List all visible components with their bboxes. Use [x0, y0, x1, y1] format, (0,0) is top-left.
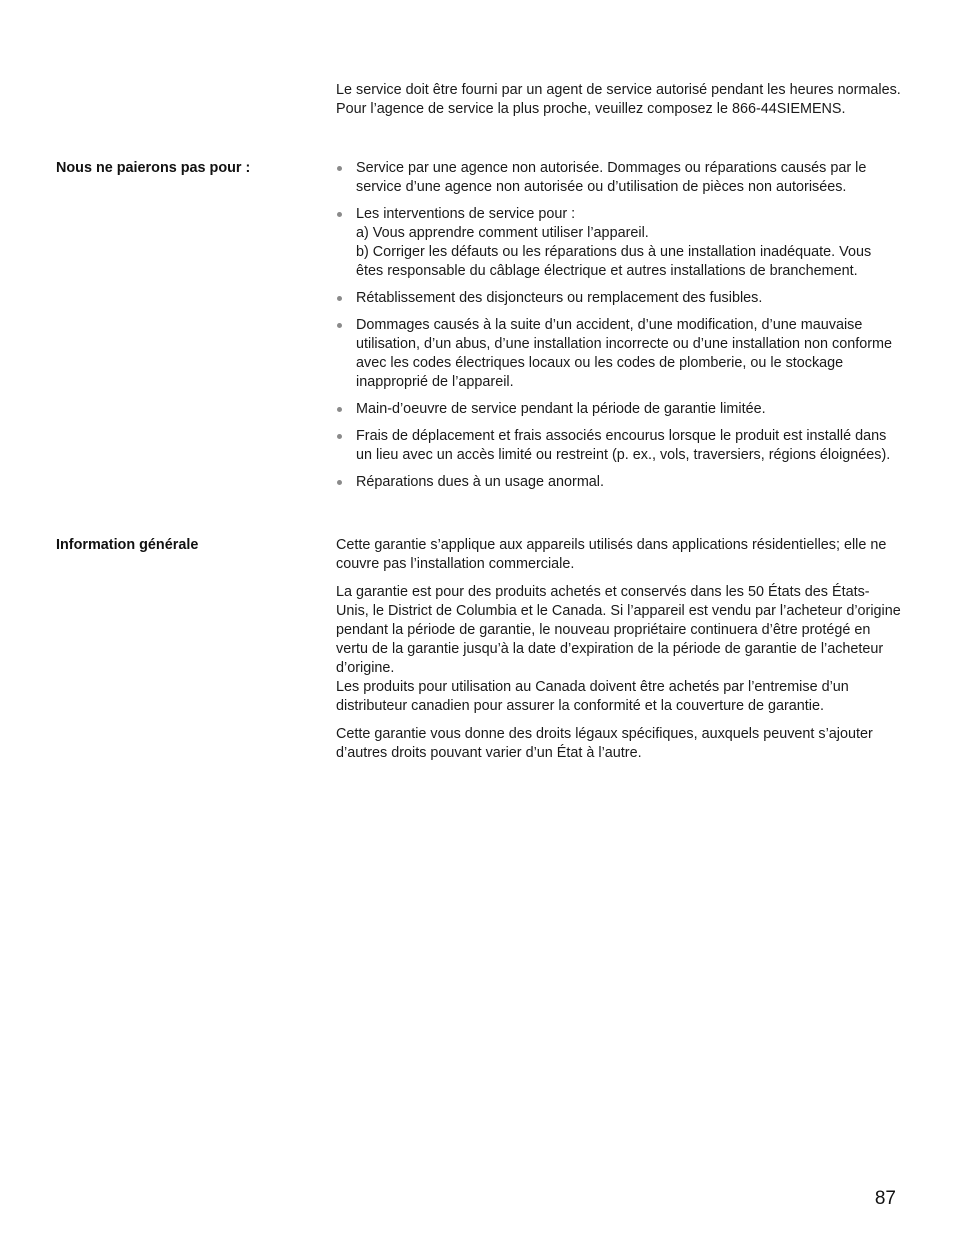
list-item-text: Service par une agence non autorisée. Dommages ou réparations causés par le service d’une agence non autorisée ou d’utilisation de pièces non autorisées. — [356, 160, 867, 195]
bullet-icon — [337, 480, 342, 485]
list-item-text: Rétablissement des disjoncteurs ou remplacement des fusibles. — [356, 290, 763, 306]
bullet-icon — [337, 323, 342, 328]
page-number: 87 — [874, 1188, 896, 1209]
list-item-text: Dommages causés à la suite d’un accident, d’une modification, d’une mauvaise utilisation, d’un abus, d’une installation incorrecte ou d’une installation non conforme avec les codes électriques locaux ou les codes de plomberie, ou le stockage inapproprié de l’appareil. — [356, 317, 892, 390]
bullet-icon — [337, 212, 342, 217]
general-info-section — [336, 536, 901, 772]
service-intro-text: Le service doit être fourni par un agent de service autorisé pendant les heures normales. Pour l’agence de service la plus proche, veuillez composez le 866-44SIEMENS. — [336, 82, 901, 117]
paragraph-text: Cette garantie s’applique aux appareils utilisés dans applications résidentielles; elle ne couvre pas l’installation commerciale. — [336, 537, 887, 572]
exclusions-heading: Nous ne paierons pas pour : — [56, 160, 251, 176]
list-item-text: Frais de déplacement et frais associés encourus lorsque le produit est installé dans un lieu avec un accès limité ou restreint (p. ex., vols, traversiers, régions éloignées). — [356, 428, 891, 463]
general-info-heading: Information générale — [56, 537, 199, 553]
paragraph-text: Les produits pour utilisation au Canada doivent être achetés par l’entremise d’un distributeur canadien pour assurer la conformité et la couverture de garantie. — [336, 679, 849, 714]
list-item-text: Main-d’oeuvre de service pendant la période de garantie limitée. — [356, 401, 766, 417]
service-intro — [336, 81, 901, 128]
bullet-icon — [337, 407, 342, 412]
general-paragraph — [336, 583, 901, 716]
list-item-text: b) Corriger les défauts ou les réparations dus à une installation inadéquate. Vous êtes responsable du câblage électrique et autres installations de branchement. — [356, 244, 872, 279]
general-paragraph — [336, 725, 901, 763]
list-item — [336, 289, 901, 308]
list-item — [336, 159, 901, 197]
paragraph-text: Cette garantie vous donne des droits légaux spécifiques, auxquels peuvent s’ajouter d’autres droits pouvant varier d’un État à l’autre. — [336, 726, 873, 761]
paragraph-text: La garantie est pour des produits achetés et conservés dans les 50 États des États-Unis, le District de Columbia et le Canada. Si l’appareil est vendu par l’acheteur d’origine pendant la période de garantie, le nouveau propriétaire continuera d’être protégé en vertu de la garantie jusqu’à la date d’expiration de la période de garantie de l’acheteur d’origine. — [336, 584, 901, 676]
list-item — [336, 316, 901, 392]
exclusions-section — [336, 159, 901, 500]
list-item — [336, 205, 901, 281]
list-item-text: a) Vous apprendre comment utiliser l’appareil. — [356, 225, 649, 241]
list-item — [336, 427, 901, 465]
list-item — [336, 473, 901, 492]
list-item — [336, 400, 901, 419]
exclusions-list — [336, 159, 901, 492]
bullet-icon — [337, 434, 342, 439]
general-paragraph — [336, 536, 901, 574]
bullet-icon — [337, 296, 342, 301]
list-item-text: Les interventions de service pour : — [356, 206, 576, 222]
list-item-text: Réparations dues à un usage anormal. — [356, 474, 604, 490]
bullet-icon — [337, 166, 342, 171]
